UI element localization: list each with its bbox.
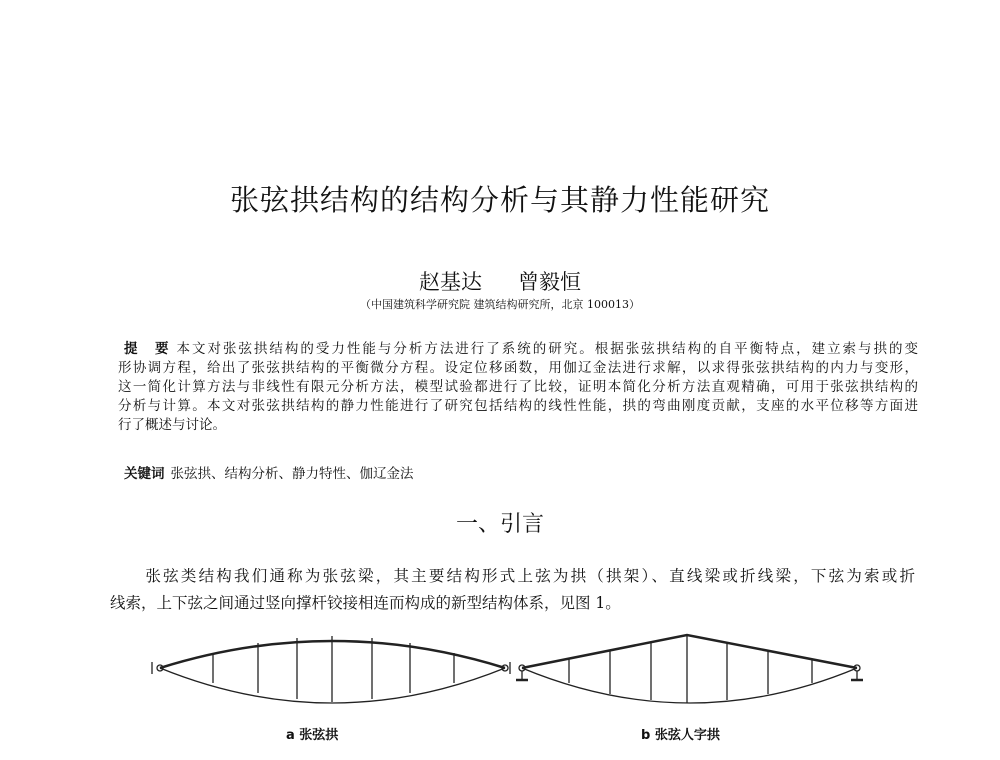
tensioned-gable-arch-b <box>516 635 863 703</box>
body-line: 线索，上下弦之间通过竖向撑杆铰接相连而构成的新型结构体系，见图 1。 <box>110 594 621 612</box>
section-heading: 一、引言 <box>455 512 544 537</box>
abstract-label: 提 要 <box>124 341 171 357</box>
authors <box>0 266 1000 296</box>
keywords-label: 关键词 <box>124 466 165 482</box>
abstract-line: 形协调方程，给出了张弦拱结构的平衡微分方程。设定位移函数，用伽辽金法进行求解，以求得张弦拱结构的内力与变形， <box>118 360 918 376</box>
keywords-text: 张弦拱、结构分析、静力特性、伽辽金法 <box>170 466 414 482</box>
affiliation: （中国建筑科学研究院 建筑结构研究所，北京 100013） <box>360 298 640 311</box>
author: 曾毅恒 <box>518 270 581 294</box>
abstract-line: 这一简化计算方法与非线性有限元分析方法，模型试验都进行了比较，证明本简化分析方法直观精确，可用于张弦拱结构的 <box>118 379 918 395</box>
paper-title: 张弦拱结构的结构分析与其静力性能研究 <box>229 183 770 217</box>
body-line: 张弦类结构我们通称为张弦梁，其主要结构形式上弦为拱（拱架）、直线梁或折线梁，下弦为索或折 <box>110 567 915 585</box>
author: 赵基达 <box>419 270 482 294</box>
figure-caption-b: b 张弦人字拱 <box>641 728 720 743</box>
keywords <box>124 462 414 482</box>
struts <box>569 635 812 703</box>
figure-caption-a: a 张弦拱 <box>286 728 339 743</box>
figure-1-diagram <box>0 620 1000 720</box>
struts <box>213 636 454 702</box>
tensioned-arch-a <box>152 636 510 703</box>
abstract-line: 提 要 本文对张弦拱结构的受力性能与分析方法进行了系统的研究。根据张弦拱结构的自平衡特点，建立索与拱的变 <box>124 341 919 357</box>
abstract-line: 分析与计算。本文对张弦拱结构的静力性能进行了研究包括结构的线性性能，拱的弯曲刚度贡献，支座的水平位移等方面进 <box>118 398 918 414</box>
abstract-line: 行了概述与讨论。 <box>118 417 226 433</box>
